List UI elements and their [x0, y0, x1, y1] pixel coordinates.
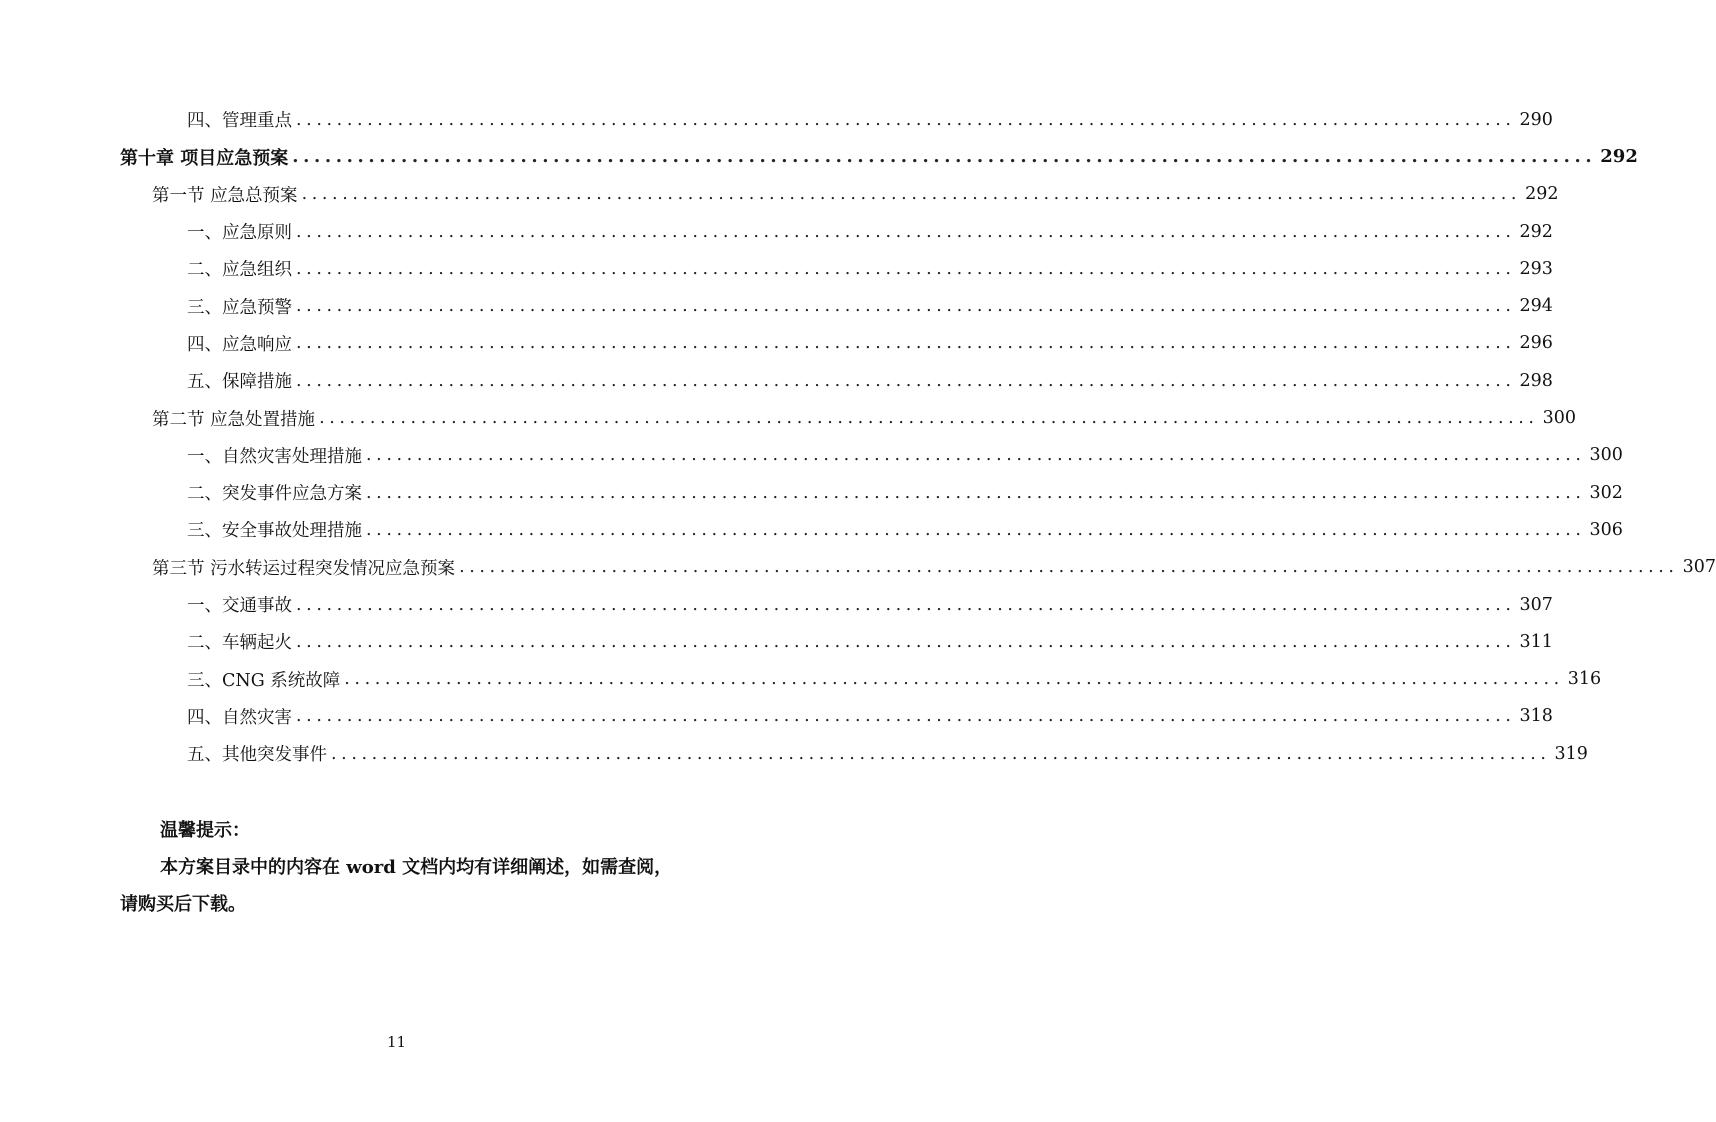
toc-entry[interactable]: [0, 735, 1588, 772]
toc-entry[interactable]: [0, 437, 1623, 474]
toc-entry-label: 三、应急预警: [187, 297, 292, 318]
toc-entry-label: 一、应急原则: [187, 223, 292, 244]
toc-entry[interactable]: [0, 623, 1553, 660]
toc-entry-label: 五、保障措施: [187, 372, 292, 393]
toc-entry-page: 292: [1600, 146, 1638, 168]
toc-entry[interactable]: [0, 586, 1553, 623]
toc-entry-label: 第三节 污水转运过程突发情况应急预案: [152, 558, 456, 579]
toc-dot-leader: ........................................................................................................................: [296, 594, 1516, 615]
toc-entry[interactable]: [0, 325, 1553, 362]
tip-title: 温馨提示：: [160, 820, 250, 841]
toc-entry-label: 三、安全事故处理措施: [187, 521, 362, 542]
toc-entry-label: 四、应急响应: [187, 334, 292, 355]
toc-dot-leader: ........................................................................................................................: [366, 445, 1586, 466]
toc-dot-leader: ........................................................................................................................: [296, 221, 1516, 242]
toc-entry-label: 第一节 应急总预案: [152, 185, 298, 206]
toc-entry[interactable]: [0, 660, 1602, 697]
toc-dot-leader: ........................................................................................................................: [296, 706, 1516, 727]
toc-entry-page: 294: [1519, 296, 1553, 317]
table-of-contents: [0, 101, 1716, 772]
toc-entry-label: 三、CNG 系统故障: [187, 670, 341, 691]
toc-entry-label: 二、应急组织: [187, 260, 292, 281]
toc-entry-page: 293: [1519, 258, 1553, 279]
toc-dot-leader: ........................................................................................................................: [296, 109, 1516, 130]
toc-dot-leader: ........................................................................................................................: [459, 557, 1679, 578]
toc-dot-leader: ........................................................................................................................: [296, 370, 1516, 391]
toc-entry[interactable]: [0, 511, 1623, 548]
toc-dot-leader: ........................................................................................................................: [296, 631, 1516, 652]
toc-dot-leader: ........................................................................................................................: [344, 669, 1564, 690]
toc-entry[interactable]: [0, 250, 1553, 287]
toc-entry-page: 298: [1519, 370, 1553, 391]
page-number: 11: [386, 1033, 407, 1051]
toc-entry-label: 四、管理重点: [187, 111, 292, 132]
toc-entry-page: 300: [1542, 408, 1576, 429]
toc-entry-page: 307: [1682, 557, 1716, 578]
toc-entry-page: 316: [1567, 669, 1602, 690]
toc-entry-page: 300: [1589, 445, 1623, 466]
toc-entry[interactable]: [0, 698, 1553, 735]
toc-dot-leader: ........................................................................................................................: [366, 482, 1586, 503]
toc-dot-leader: ........................................................................................................................: [296, 258, 1516, 279]
toc-entry-label: 第二节 应急处置措施: [152, 409, 316, 430]
toc-entry[interactable]: [0, 399, 1576, 436]
toc-entry-page: 292: [1519, 221, 1553, 242]
toc-entry-page: 319: [1554, 743, 1588, 764]
toc-entry-label: 一、自然灾害处理措施: [187, 446, 362, 467]
toc-dot-leader: ........................................................................................................................: [296, 296, 1516, 317]
toc-entry-label: 二、突发事件应急方案: [187, 484, 362, 505]
toc-entry[interactable]: [0, 287, 1553, 324]
tip-body: 本方案目录中的内容在 word 文档内均有详细阐述，如需查阅，请购买后下载。: [120, 857, 673, 915]
toc-dot-leader: ........................................................................................................................: [296, 333, 1516, 354]
toc-entry[interactable]: [0, 549, 1716, 586]
toc-entry-label: 第十章 项目应急预案: [120, 147, 289, 169]
toc-entry-page: 292: [1525, 184, 1559, 205]
toc-entry-label: 二、车辆起火: [187, 633, 292, 654]
toc-entry-page: 302: [1589, 482, 1623, 503]
toc-entry-label: 一、交通事故: [187, 596, 292, 616]
toc-entry[interactable]: [0, 138, 1638, 175]
toc-entry-page: 307: [1519, 594, 1553, 615]
toc-entry-label: 四、自然灾害: [187, 707, 292, 728]
toc-dot-leader: ........................................................................................................................: [319, 408, 1539, 429]
toc-entry[interactable]: [0, 213, 1553, 250]
toc-entry-page: 311: [1519, 631, 1553, 652]
toc-dot-leader: ........................................................................................................................: [292, 146, 1597, 168]
toc-entry-page: 296: [1519, 333, 1553, 354]
toc-dot-leader: ........................................................................................................................: [331, 743, 1551, 764]
toc-entry[interactable]: [0, 474, 1623, 511]
toc-dot-leader: ........................................................................................................................: [301, 184, 1522, 205]
toc-entry-page: 306: [1589, 519, 1623, 540]
toc-dot-leader: ........................................................................................................................: [366, 519, 1586, 540]
toc-entry[interactable]: [0, 362, 1553, 399]
toc-entry-label: 五、其他突发事件: [187, 745, 327, 766]
toc-entry-page: 318: [1519, 706, 1553, 727]
toc-entry[interactable]: [0, 176, 1559, 213]
toc-entry-page: 290: [1519, 109, 1553, 130]
toc-entry[interactable]: [0, 101, 1553, 138]
